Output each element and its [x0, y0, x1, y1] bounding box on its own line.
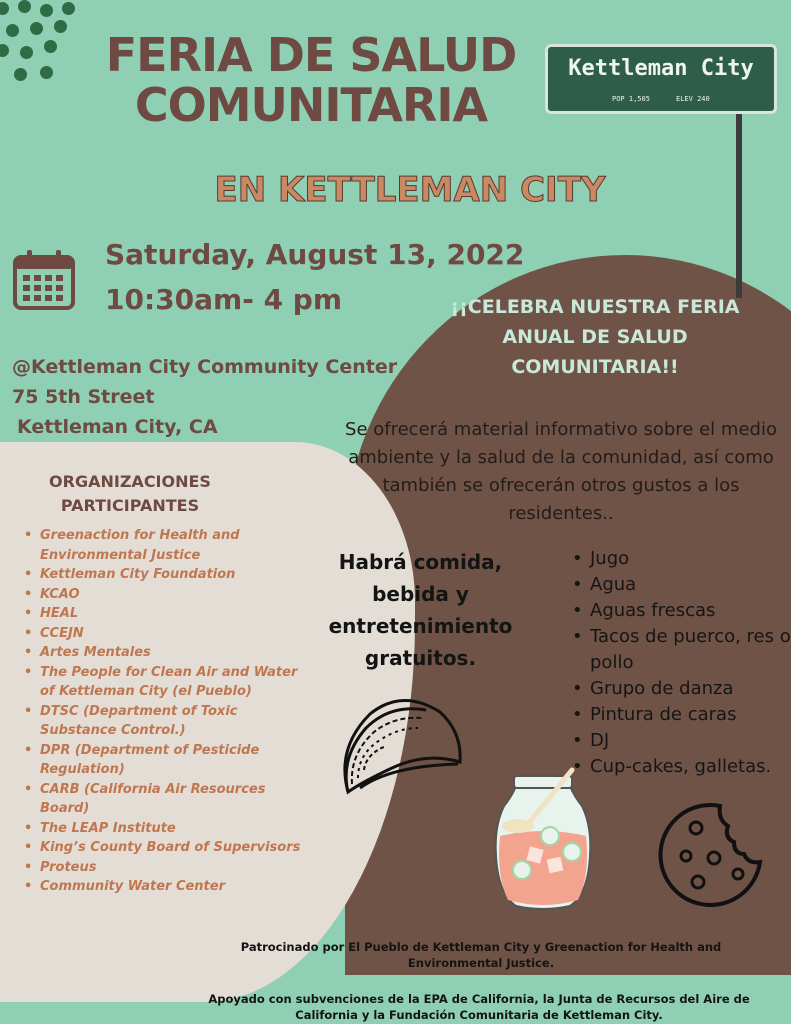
- calendar-icon: [12, 248, 76, 312]
- list-item: • Jugo: [590, 546, 791, 572]
- organizations-list: [20, 526, 310, 897]
- list-item: • Greenaction for Health and Environmental Justice: [40, 526, 310, 565]
- event-description: Se ofrecerá material informativo sobre el medio ambiente y la salud de la comunidad, así como también se ofrecerán otros gustos a los residentes..: [345, 419, 777, 524]
- sign-pole: [736, 112, 742, 298]
- list-item: • KCAO: [40, 585, 310, 605]
- taco-icon: [330, 688, 466, 812]
- list-item: • Kettleman City Foundation: [40, 565, 310, 585]
- cookie-icon: [656, 800, 766, 910]
- venue-name: @Kettleman City Community Center: [12, 356, 398, 378]
- sign-elevation: ELEV 240: [676, 95, 710, 103]
- list-item: • HEAL: [40, 604, 310, 624]
- list-item: • Artes Mentales: [40, 643, 310, 663]
- list-item: • The LEAP Institute: [40, 819, 310, 839]
- organizations-heading: ORGANIZACIONES PARTICIPANTES: [49, 472, 211, 515]
- event-date: Saturday, August 13, 2022: [105, 238, 525, 271]
- event-time: 10:30am- 4 pm: [105, 283, 343, 316]
- list-item: • Aguas frescas: [590, 598, 791, 624]
- page-title: FERIA DE SALUD COMUNITARIA: [105, 28, 517, 132]
- list-item: • DPR (Department of Pesticide Regulation): [40, 741, 310, 780]
- sign-population: POP 1,505: [612, 95, 650, 103]
- list-item: • Grupo de danza: [590, 676, 791, 702]
- page-subtitle: EN KETTLEMAN CITY: [214, 170, 606, 210]
- list-item: • Agua: [590, 572, 791, 598]
- venue-city: Kettleman City, CA: [17, 416, 218, 438]
- list-item: • Cup-cakes, galletas.: [590, 754, 791, 780]
- list-item: • CCEJN: [40, 624, 310, 644]
- list-item: • CARB (California Air Resources Board): [40, 780, 310, 819]
- city-sign: [545, 44, 777, 114]
- list-item: • Tacos de puerco, res o pollo: [590, 624, 791, 676]
- list-item: • King’s County Board of Supervisors: [40, 838, 310, 858]
- list-item: • DTSC (Department of Toxic Substance Control.): [40, 702, 310, 741]
- list-item: • Community Water Center: [40, 877, 310, 897]
- free-offer-text: Habrá comida, bebida y entretenimiento gratuitos.: [328, 550, 513, 670]
- list-item: • Proteus: [40, 858, 310, 878]
- sign-city-name: Kettleman City: [568, 56, 754, 81]
- list-item: • DJ: [590, 728, 791, 754]
- offerings-list: [570, 546, 791, 780]
- agua-fresca-jar-icon: [494, 766, 592, 912]
- support-text: Apoyado con subvenciones de la EPA de California, la Junta de Recursos del Aire de California y la Fundación Comunitaria de Kettleman City.: [208, 992, 750, 1022]
- list-item: • The People for Clean Air and Water of Kettleman City (el Pueblo): [40, 663, 310, 702]
- celebration-heading: ¡¡CELEBRA NUESTRA FERIA ANUAL DE SALUD COMUNITARIA!!: [450, 296, 740, 378]
- venue-street: 75 5th Street: [12, 386, 155, 408]
- list-item: • Pintura de caras: [590, 702, 791, 728]
- sponsor-text: Patrocinado por El Pueblo de Kettleman City y Greenaction for Health and Environmental Justice.: [240, 940, 722, 970]
